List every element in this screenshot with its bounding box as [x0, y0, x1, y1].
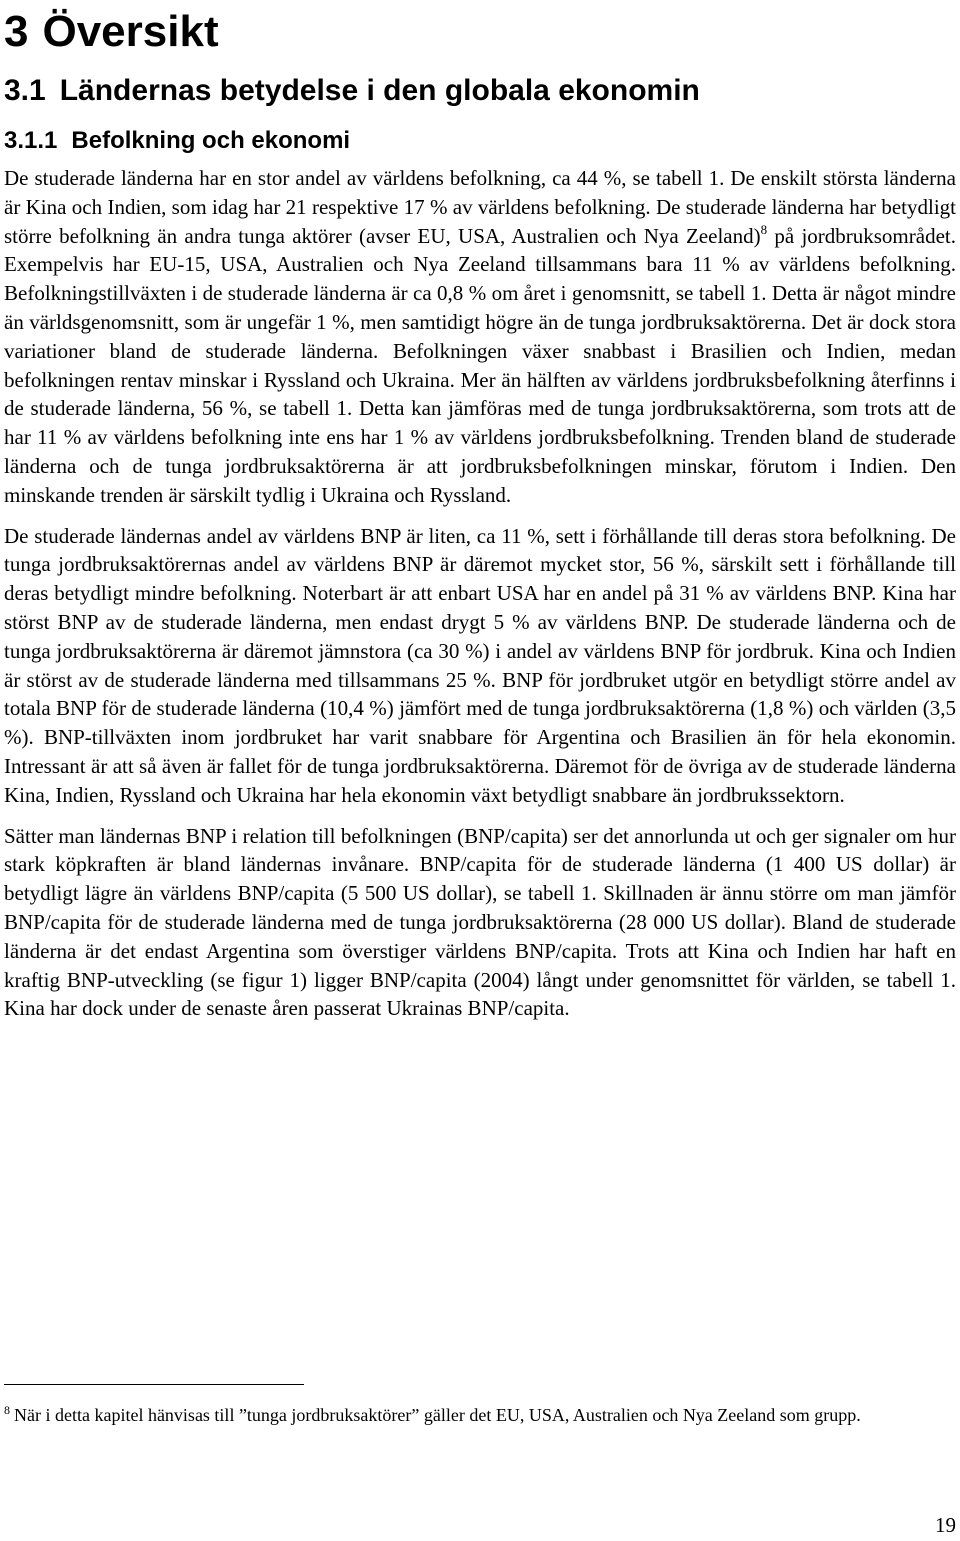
footnote-separator — [4, 1384, 304, 1385]
section-heading — [4, 72, 956, 110]
paragraph-population-part-2: på jordbruksområdet. Exempelvis har EU-15, USA, Australien och Nya Zeeland tillsammans bara 11 % av världens befolkning. Befolkningstillväxten i de studerade länderna är ca 0,8 % om året i genomsnitt, se tabell 1. Detta är något mindre än världsgenomsnitt, som är ungefär 1 %, men samtidigt högre än de tunga jordbruksaktörerna. Det är dock stora variationer bland de studerade länderna. Befolkningen växer snabbast i Brasilien och Indien, medan befolkningen rentav minskar i Ryssland och Ukraina. Mer än hälften av världens jordbruksbefolkning återfinns i de studerade länderna, 56 %, se tabell 1. Detta kan jämföras med de tunga jordbruksaktörerna, som trots att de har 11 % av världens befolkning inte ens har 1 % av världens jordbruksbefolkning. Trenden bland de studerade länderna och de tunga jordbruksaktörerna är att jordbruksbefolkningen minskar, förutom i Indien. Den minskande trenden är särskilt tydlig i Ukraina och Ryssland. — [4, 223, 956, 507]
chapter-heading — [4, 6, 956, 58]
paragraph-gdp: De studerade ländernas andel av världens BNP är liten, ca 11 %, sett i förhållande till deras stora befolkning. De tunga jordbruksaktörernas andel av världens BNP är däremot mycket stor, 56 %, särskilt sett i förhållande till deras betydligt mindre befolkning. Noterbart är att enbart USA har en andel på 31 % av världens BNP. Kina har störst BNP av de studerade länderna, men endast drygt 5 % av världens BNP. De studerade länderna och de tunga jordbruksaktörerna är däremot jämnstora (ca 30 %) i andel av världens BNP för jordbruk. Kina och Indien är störst av de studerade länderna med tillsammans 25 %. BNP för jordbruket utgör en betydligt större andel av totala BNP för de studerade länderna (10,4 %) jämfört med de tunga jordbruksaktörerna (1,8 %) och världen (3,5 %). BNP-tillväxten inom jordbruket har varit snabbare för Argentina och Brasilien än för hela ekonomin. Intressant är att så även är fallet för de tunga jordbruksaktörerna. Däremot för de övriga av de studerade länderna Kina, Indien, Ryssland och Ukraina har hela ekonomin växt betydligt snabbare än jordbrukssektorn. — [4, 523, 956, 807]
page-number: 19 — [935, 1513, 956, 1537]
subsection-title: Befolkning och ekonomi — [71, 127, 351, 154]
footnote-reference[interactable]: 8 — [760, 221, 768, 237]
chapter-number: 3 — [4, 7, 29, 56]
footnote-text: När i detta kapitel hänvisas till ”tunga jordbruksaktörer” gäller det EU, USA, Australien och Nya Zeeland som grupp. — [14, 1405, 861, 1425]
footnote-number: 8 — [4, 1403, 10, 1417]
subsection-number: 3.1.1 — [4, 127, 58, 154]
document-page — [4, 0, 956, 1023]
subsection-heading — [4, 126, 956, 156]
paragraph-population — [4, 164, 956, 510]
paragraph-gdp-per-capita: Sätter man ländernas BNP i relation till befolkningen (BNP/capita) ser det annorlunda ut och ger signaler om hur stark köpkraften är bland ländernas invånare. BNP/capita för de studerade länderna (1 400 US dollar) är betydligt lägre än världens BNP/capita (5 500 US dollar), se tabell 1. Skillnaden är ännu större om man jämför BNP/capita för de studerade länderna med de tunga jordbruksaktörerna (28 000 US dollar). Bland de studerade länderna är det endast Argentina som överstiger världens BNP/capita. Trots att Kina och Indien har haft en kraftig BNP-utveckling (se figur 1) ligger BNP/capita (2004) långt under genomsnittet för världen, se tabell 1. Kina har dock under de senaste åren passerat Ukrainas BNP/capita. — [4, 823, 956, 1021]
section-title: Ländernas betydelse i den globala ekonomin — [59, 74, 700, 107]
section-number: 3.1 — [4, 74, 46, 107]
footnote — [4, 1402, 950, 1428]
paragraph-population-part-1: De studerade länderna har en stor andel av världens befolkning, ca 44 %, se tabell 1. De enskilt största länderna är Kina och Indien, som idag har 21 respektive 17 % av världens befolkning. De studerade länderna har betydligt större befolkning än andra tunga aktörer (avser EU, USA, Australien och Nya Zeeland) — [4, 166, 956, 248]
chapter-title: Översikt — [42, 7, 219, 56]
